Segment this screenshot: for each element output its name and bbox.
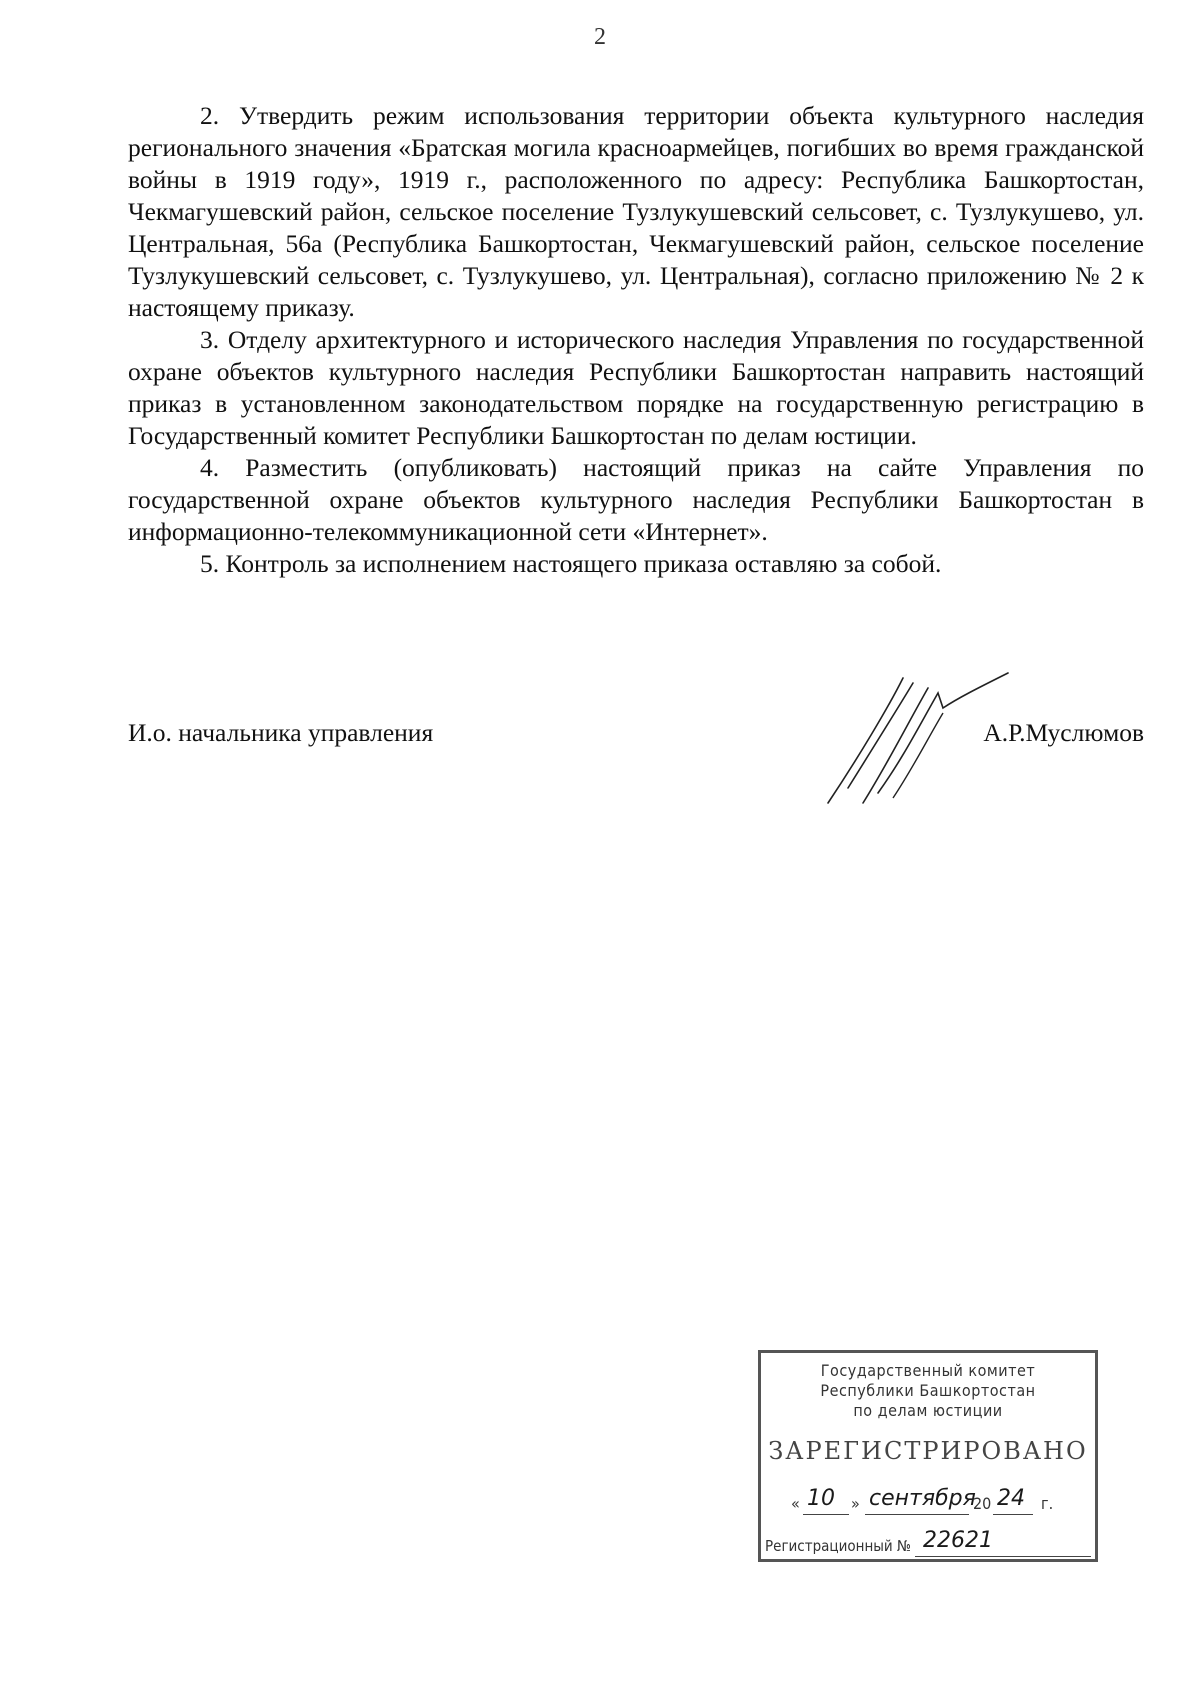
paragraph-5: 5. Контроль за исполнением настоящего приказа оставляю за собой. bbox=[200, 549, 942, 578]
stamp-org-line-2: Республики Башкортостан bbox=[820, 1381, 1036, 1400]
stamp-reg-label: Регистрационный № bbox=[765, 1537, 912, 1555]
stamp-year-suffix: 24 bbox=[997, 1486, 1025, 1511]
document-body bbox=[128, 100, 1144, 580]
stamp-year-unit: г. bbox=[1041, 1494, 1054, 1513]
stamp-year-prefix: 20 bbox=[973, 1494, 992, 1513]
stamp-day: 10 bbox=[807, 1486, 835, 1511]
stamp-registration-number bbox=[765, 1529, 1089, 1557]
registration-stamp bbox=[758, 1350, 1098, 1562]
stamp-month: сентября bbox=[869, 1486, 976, 1511]
stamp-status: ЗАРЕГИСТРИРОВАНО bbox=[768, 1437, 1088, 1465]
stamp-reg-number: 22621 bbox=[923, 1528, 993, 1553]
stamp-quote-close: » bbox=[851, 1494, 860, 1513]
stamp-org-line-3: по делам юстиции bbox=[853, 1401, 1003, 1420]
signer-title: И.о. начальника управления bbox=[128, 718, 434, 747]
stamp-date bbox=[791, 1487, 1075, 1515]
stamp-org-line-1: Государственный комитет bbox=[820, 1361, 1036, 1380]
handwritten-signature bbox=[818, 668, 1018, 808]
paragraph-3: 3. Отделу архитектурного и исторического наследия Управления по государственной охране объектов культурного наследия Республики Башкортостан направить настоящий приказ в установленном законодательством порядке на государственную регистрацию в Государственный комитет Республики Башкортостан по делам юстиции. bbox=[128, 325, 1144, 450]
signer-name: А.Р.Муслюмов bbox=[983, 718, 1144, 747]
paragraph-4: 4. Разместить (опубликовать) настоящий приказ на сайте Управления по государственной охране объектов культурного наследия Республики Башкортостан в информационно-телекоммуникационной сети «Интернет». bbox=[128, 453, 1144, 546]
page-number: 2 bbox=[594, 24, 606, 50]
stamp-quote-open: « bbox=[791, 1494, 800, 1513]
paragraph-2: 2. Утвердить режим использования территории объекта культурного наследия регионального значения «Братская могила красноармейцев, погибших во время гражданской войны в 1919 году», 1919 г., расположенного по адресу: Республика Башкортостан, Чекмагушевский район, сельское поселение Тузлукушевский сельсовет, с. Тузлукушево, ул. Центральная, 56а (Республика Башкортостан, Чекмагушевский район, сельское поселение Тузлукушевский сельсовет, с. Тузлукушево, ул. Центральная), согласно приложению № 2 к настоящему приказу. bbox=[128, 101, 1144, 322]
